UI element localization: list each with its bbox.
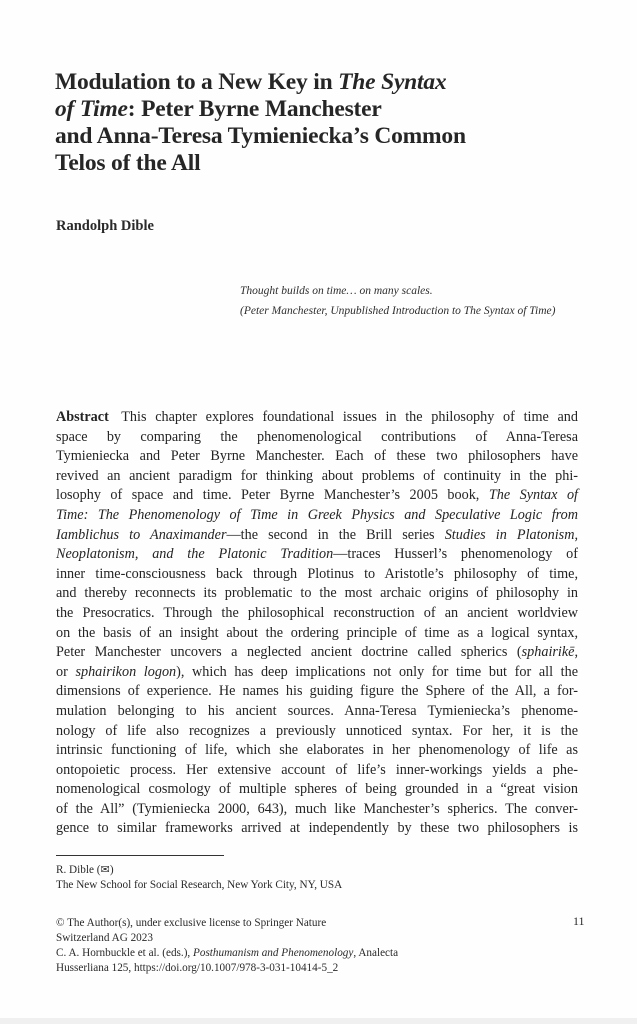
footnote-author: ) [109,864,114,876]
title-text: and Anna-Teresa Tymieniecka’s Common [55,123,466,149]
abstract-line: revived an ancient paradigm for thinking about problems of continuity in the phi- [56,467,578,484]
abstract-line: and thereby reconnects its problematic to the most archaic origins of philosophy in [56,585,578,602]
abstract-line: Tymieniecka and Peter Byrne Manchester. Each of these two philosophers have [56,448,578,465]
series-title: Neoplatonism, and the Platonic Tradition [56,546,334,563]
envelope-icon[interactable]: ✉ [100,864,110,876]
abstract-line: This chapter explores foundational issues in the philosophy of time and [121,409,578,425]
volume-title: Posthumanism and Phenomenology [193,947,354,959]
abstract-line: nology of life also recognizes a previously unnoticed syntax. For her, it is the [56,722,578,739]
epigraph [240,284,570,319]
title-text: : Peter Byrne Manchester [127,96,382,122]
copyright-notice [56,916,526,976]
footnote-divider [56,855,224,856]
abstract-line: ), which has deep implications not only for time but for all the [176,663,578,680]
doi-link[interactable]: Husserliana 125, https://doi.org/10.1007/978-3-031-10414-5_2 [56,962,339,974]
abstract-line: the Presocratics. Through the philosophical reconstruction of an ancient worldview [56,604,578,621]
abstract [56,408,578,839]
epigraph-source: (Peter Manchester, Unpublished Introduction to The Syntax of Time) [240,305,556,317]
footnote-author: R. Dible ( [56,864,101,876]
abstract-line: of the All” (Tymieniecka 2000, 643), much like Manchester’s spherics. The conver- [56,800,578,817]
abstract-line: ontopoietic process. Her extensive account of life’s inner-workings yields a phe- [56,761,578,778]
title-italic-text: of Time [55,96,128,122]
abstract-line: inner time-consciousness back through Plotinus to Aristotle’s philosophy of time, [56,565,578,582]
title-italic-text: The Syntax [338,69,447,95]
book-title: The Syntax of [488,487,578,504]
page-bottom-edge [0,1018,637,1024]
citation-series: , Analecta [353,947,399,959]
abstract-line: intrinsic functioning of life, which she elaborates in her phenomenology of life as [56,742,578,759]
greek-term: sphairikē [521,644,575,661]
abstract-label: Abstract [56,409,109,425]
institution: The New School for Social Research, New York City, NY, USA [56,879,343,891]
greek-term: sphairikon logon [75,663,177,680]
abstract-line: Peter Manchester uncovers a neglected ancient doctrine called spherics ( [56,644,522,661]
series-title: Studies in Platonism, [444,526,578,543]
page-number: 11 [573,914,585,928]
citation-editors: C. A. Hornbuckle et al. (eds.), [56,947,194,959]
book-title: Time: The Phenomenology of Time in Greek Physics and Speculative Logic from [56,506,578,523]
abstract-line: losophy of space and time. Peter Byrne Manchester’s 2005 book, [56,487,489,504]
abstract-line: , [574,644,578,661]
abstract-line: mulation belonging to his ancient sources. Anna-Teresa Tymieniecka’s phenome- [56,702,578,719]
abstract-line: —the second in the Brill series [226,526,445,543]
abstract-line: space by comparing the phenomenological contributions of Anna-Teresa [56,428,578,445]
abstract-line: —traces Husserl’s phenomenology of [333,546,578,563]
abstract-line: or [56,663,76,680]
abstract-line: on the basis of an insight about the ordering principle of time as a logical syntax, [56,624,578,641]
abstract-line: nomenological cosmology of multiple spheres of being grounded in a “great vision [56,781,578,798]
epigraph-quote: Thought builds on time… on many scales. [240,285,433,297]
author-affiliation [56,863,556,893]
copyright-line: © The Author(s), under exclusive license to Springer Nature [56,917,327,929]
abstract-line: gence to similar frameworks arrived at independently by these two philosophers is [56,820,578,837]
chapter-title [55,69,555,177]
title-text: Modulation to a New Key in [55,69,339,95]
abstract-line: dimensions of experience. He names his guiding figure the Sphere of the All, a for- [56,683,578,700]
author-name: Randolph Dible [56,218,154,234]
title-text: Telos of the All [55,150,201,176]
copyright-line: Switzerland AG 2023 [56,932,153,944]
book-title: Iamblichus to Anaximander [56,526,227,543]
